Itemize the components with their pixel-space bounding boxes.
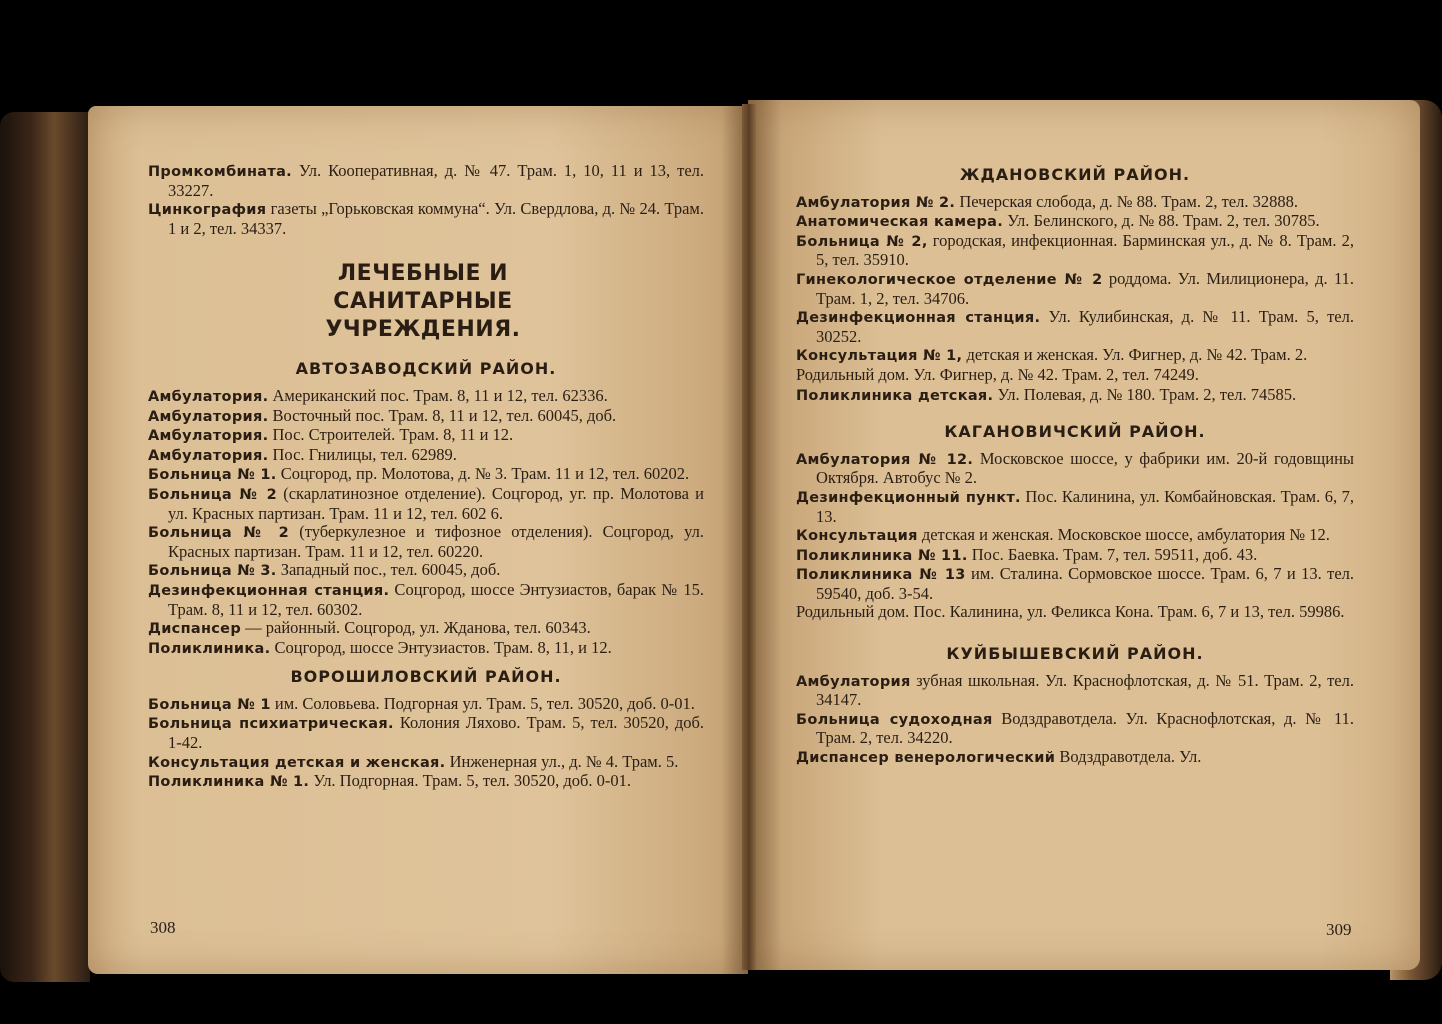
left-page-column <box>148 162 704 792</box>
directory-entry: Дезинфекционный пункт. Пос. Калинина, ул. Комбайновская. Трам. 6, 7, 13. <box>796 486 1354 526</box>
directory-entry: Родильный дом. Ул. Фигнер, д. № 42. Трам. 2, тел. 74249. <box>796 364 1199 384</box>
district-heading: ЖДАНОВСКИЙ РАЙОН. <box>959 165 1191 184</box>
district-entries-kaganovichsky <box>796 450 1354 623</box>
directory-entry: Поликлиника. Соцгород, шоссе Энтузиастов. Трам. 8, 11, и 12. <box>148 637 612 657</box>
directory-entry: Консультация детская и женская. Инженерная ул., д. № 4. Трам. 5. <box>148 751 679 771</box>
directory-entry: Родильный дом. Пос. Калинина, ул. Феликса Кона. Трам. 6, 7 и 13, тел. 59986. <box>796 602 1345 622</box>
directory-entry: Диспансер — районный. Соцгород, ул. Жданова, тел. 60343. <box>148 618 591 638</box>
book-spine-edge-left <box>0 112 90 982</box>
directory-entry: Амбулатория. Пос. Гнилицы, тел. 62989. <box>148 444 457 464</box>
directory-entry: Больница № 2 (туберкулезное и тифозное отделения). Соцгород, ул. Красных партизан. Трам. 11 и 12, тел. 60220. <box>148 522 704 561</box>
directory-entry: Поликлиника детская. Ул. Полевая, д. № 180. Трам. 2, тел. 74585. <box>796 384 1297 404</box>
intro-entries <box>148 162 704 238</box>
directory-entry: Диспансер венерологический Водздравотдела. Ул. <box>796 747 1202 767</box>
directory-entry: Поликлиника № 13 им. Сталина. Сормовское шоссе. Трам. 6, 7 и 13. тел. 59540, доб. 3-54. <box>796 564 1354 603</box>
district-heading: ВОРОШИЛОВСКИЙ РАЙОН. <box>290 667 562 687</box>
directory-entry: Амбулатория № 2. Печерская слобода, д. № 88. Трам. 2, тел. 32888. <box>796 191 1298 211</box>
directory-entry: Гинекологическое отделение № 2 роддома. Ул. Милиционера, д. 11. Трам. 1, 2, тел. 34706. <box>796 268 1354 308</box>
directory-entry: Консультация детская и женская. Московское шоссе, амбулатория № 12. <box>796 525 1330 545</box>
directory-entry: Больница № 1. Соцгород, пр. Молотова, д. № 3. Трам. 11 и 12, тел. 60202. <box>148 464 690 484</box>
directory-entry: Амбулатория. Восточный пос. Трам. 8, 11 и 12, тел. 60045, доб. <box>148 405 617 425</box>
district-heading: КАГАНОВИЧСКИЙ РАЙОН. <box>944 422 1206 442</box>
directory-entry: Больница № 2 (скарлатинозное отделение). Соцгород, уг. пр. Молотова и ул. Красных партизан. Трам. 11 и 12, тел. 602 6. <box>148 483 704 523</box>
directory-entry: Больница судоходная Водздравотдела. Ул. Краснофлотская, д. № 11. Трам. 2, тел. 34220. <box>796 708 1354 748</box>
directory-entry: Больница № 1 им. Соловьева. Подгорная ул. Трам. 5, тел. 30520, доб. 0-01. <box>148 693 695 713</box>
directory-entry: Амбулатория № 12. Московское шоссе, у фабрики им. 20-й годовщины Октября. Автобус № 2. <box>796 448 1354 488</box>
directory-entry: Консультация № 1, детская и женская. Ул. Фигнер, д. № 42. Трам. 2. <box>796 345 1308 365</box>
page-number-left: 308 <box>150 918 176 937</box>
district-heading: АВТОЗАВОДСКИЙ РАЙОН. <box>295 359 557 379</box>
directory-entry: Амбулатория. Пос. Строителей. Трам. 8, 11 и 12. <box>148 425 514 445</box>
district-entries-voroshilovsky <box>148 695 704 792</box>
directory-entry: Дезинфекционная станция. Ул. Кулибинская, д. № 11. Трам. 5, тел. 30252. <box>796 307 1354 346</box>
directory-entry: Поликлиника № 11. Пос. Баевка. Трам. 7, тел. 59511, доб. 43. <box>796 544 1258 564</box>
directory-entry: Амбулатория. Американский пос. Трам. 8, 11 и 12, тел. 62336. <box>148 385 608 405</box>
book-gutter <box>742 104 756 970</box>
directory-entry: Больница № 3. Западный пос., тел. 60045, доб. <box>148 560 501 580</box>
directory-entry: Амбулатория зубная школьная. Ул. Краснофлотская, д. № 51. Трам. 2, тел. 34147. <box>796 670 1354 710</box>
directory-entry: Поликлиника № 1. Ул. Подгорная. Трам. 5, тел. 30520, доб. 0-01. <box>148 771 632 791</box>
page-number-right: 309 <box>1326 920 1352 939</box>
right-page-column <box>796 166 1354 768</box>
directory-entry: Цинкография газеты „Горьковская коммуна“. Ул. Свердлова, д. № 24. Трам. 1 и 2, тел. 34337. <box>148 199 704 238</box>
district-entries-zhdanovsky <box>796 193 1354 406</box>
directory-entry: Больница психиатрическая. Колония Ляхово. Трам. 5, тел. 30520, доб. 1-42. <box>148 713 705 753</box>
section-title: ЛЕЧЕБНЫЕ И САНИТАРНЫЕ УЧРЕЖДЕНИЯ. <box>325 261 521 343</box>
directory-entry: Дезинфекционная станция. Соцгород, шоссе Энтузиастов, барак № 15. Трам. 8, 11 и 12, тел. 60302. <box>148 579 704 619</box>
directory-entry: Больница № 2, городская, инфекционная. Барминская ул., д. № 8. Трам. 2, 5, тел. 35910. <box>796 230 1354 270</box>
directory-entry: Промкомбината. Ул. Кооперативная, д. № 47. Трам. 1, 10, 11 и 13, тел. 33227. <box>148 161 704 200</box>
district-heading: КУЙБЫШЕВСКИЙ РАЙОН. <box>946 644 1204 664</box>
district-entries-kuibyshevsky <box>796 672 1354 768</box>
district-entries-avtozavodsky <box>148 387 704 658</box>
directory-entry: Анатомическая камера. Ул. Белинского, д. № 88. Трам. 2, тел. 30785. <box>796 211 1320 231</box>
